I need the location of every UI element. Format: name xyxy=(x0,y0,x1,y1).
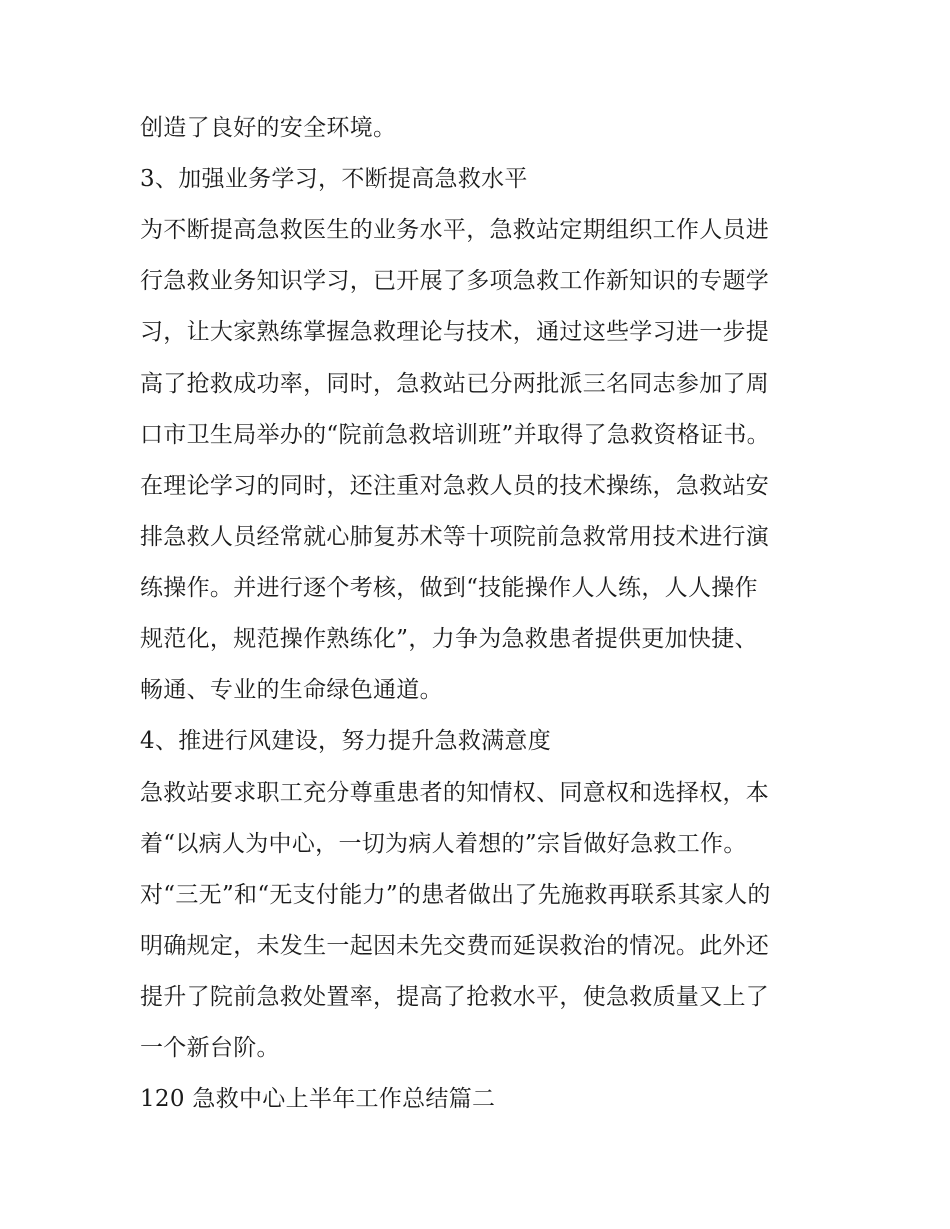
paragraph-line: 口市卫生局举办的“院前急救培训班”并取得了急救资格证书。 xyxy=(140,422,770,448)
paragraph-line: 规范化，规范操作熟练化”，力争为急救患者提供更加快捷、 xyxy=(140,626,758,652)
paragraph-line: 提升了院前急救处置率，提高了抢救水平，使急救质量又上了 xyxy=(140,984,770,1010)
paragraph-line: 习，让大家熟练掌握急救理论与技术，通过这些学习进一步提 xyxy=(140,319,770,345)
paragraph-line: 排急救人员经常就心肺复苏术等十项院前急救常用技术进行演 xyxy=(140,524,770,550)
paragraph-line: 急救站要求职工充分尊重患者的知情权、同意权和选择权，本 xyxy=(140,780,770,806)
paragraph-line: 高了抢救成功率，同时，急救站已分两批派三名同志参加了周 xyxy=(140,371,770,397)
paragraph-line: 创造了良好的安全环境。 xyxy=(140,115,397,141)
paragraph-line: 行急救业务知识学习，已开展了多项急救工作新知识的专题学 xyxy=(140,268,770,294)
paragraph-line: 练操作。并进行逐个考核，做到“技能操作人人练，人人操作 xyxy=(140,575,758,601)
paragraph-line: 在理论学习的同时，还注重对急救人员的技术操练，急救站安 xyxy=(140,473,770,499)
article-title-part-two: 120 急救中心上半年工作总结篇二 xyxy=(140,1086,496,1112)
paragraph-line: 为不断提高急救医生的业务水平，急救站定期组织工作人员进 xyxy=(140,217,770,243)
paragraph-line: 着“以病人为中心，一切为病人着想的”宗旨做好急救工作。 xyxy=(140,831,747,857)
paragraph-line: 明确规定，未发生一起因未先交费而延误救治的情况。此外还 xyxy=(140,933,770,959)
section-heading-3: 3、加强业务学习，不断提高急救水平 xyxy=(140,166,528,192)
paragraph-line: 畅通、专业的生命绿色通道。 xyxy=(140,677,443,703)
section-heading-4: 4、推进行风建设，努力提升急救满意度 xyxy=(140,728,552,754)
paragraph-line: 一个新台阶。 xyxy=(140,1035,280,1061)
paragraph-line: 对“三无”和“无支付能力”的患者做出了先施救再联系其家人的 xyxy=(140,882,771,908)
